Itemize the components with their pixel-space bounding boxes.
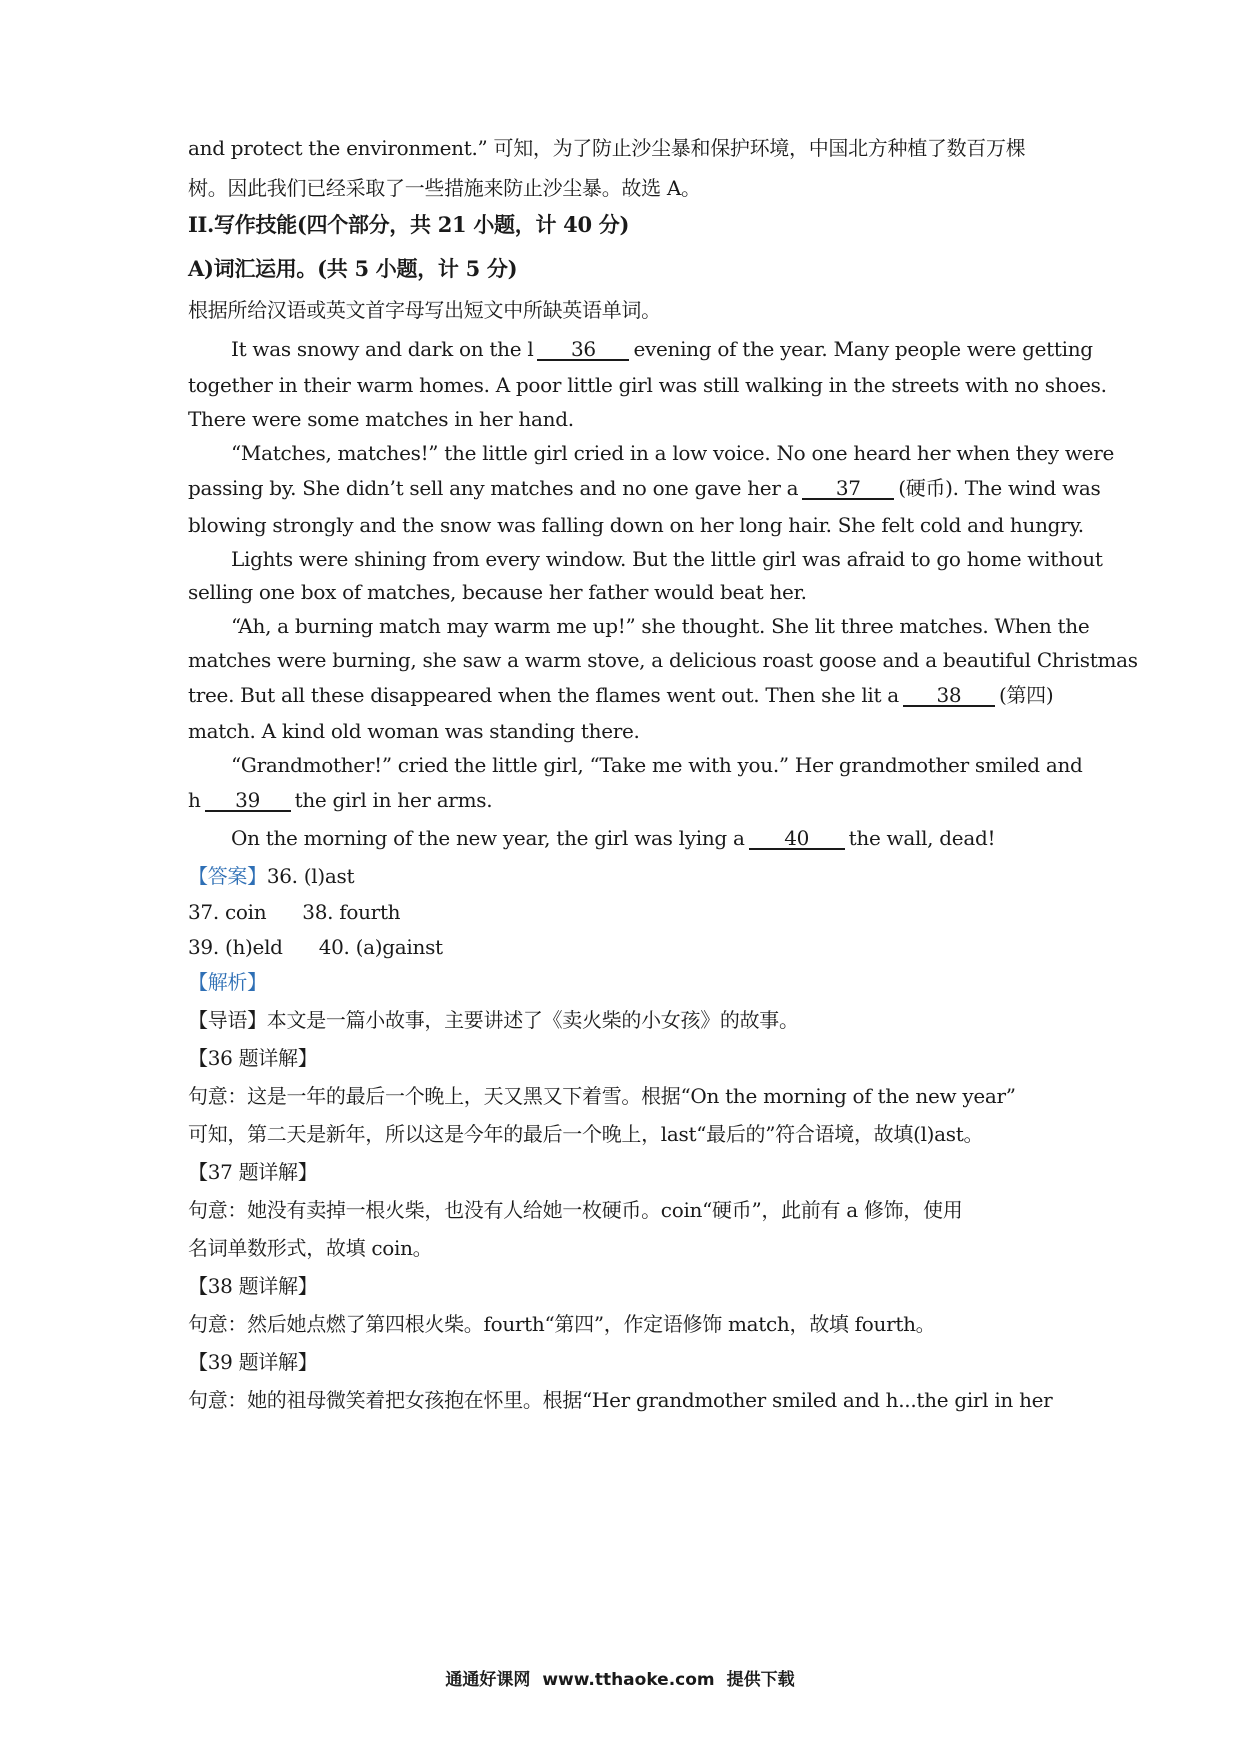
passage-line: There were some matches in her hand.: [188, 407, 574, 431]
passage-text: passing by. She didn’t sell any matches and no one gave her a: [188, 476, 799, 500]
analysis-heading: 【36 题详解】: [188, 1046, 318, 1070]
passage-text: (硬币). The wind was: [898, 476, 1101, 500]
passage-line: selling one box of matches, because her father would beat her.: [188, 580, 807, 604]
passage-text: tree. But all these disappeared when the flames went out. Then she lit a: [188, 683, 899, 707]
passage-text: On the morning of the new year, the girl was lying a: [231, 826, 745, 850]
text-line: and protect the environment.” 可知，为了防止沙尘暴和保护环境，中国北方种植了数百万棵: [188, 136, 1026, 160]
blank-36: 36: [537, 339, 629, 361]
analysis-text: 句意：她的祖母微笑着把女孩抱在怀里。根据“Her grandmother smiled and h...the girl in her: [188, 1388, 1053, 1412]
answer-40: 40. (a)gainst: [318, 935, 443, 959]
instruction: 根据所给汉语或英文首字母写出短文中所缺英语单词。: [188, 298, 661, 322]
answer-37: 37. coin: [188, 900, 267, 924]
answer-tag: 【答案】: [188, 864, 267, 888]
section-title: II.写作技能(四个部分，共 21 小题，计 40 分): [188, 212, 630, 237]
analysis-text: 可知，第二天是新年，所以这是今年的最后一个晚上，last“最后的”符合语境，故填(l)ast。: [188, 1122, 984, 1146]
passage-text: the girl in her arms.: [294, 788, 493, 812]
passage-line: [188, 683, 1053, 707]
analysis-heading: 【37 题详解】: [188, 1160, 318, 1184]
passage-line: together in their warm homes. A poor little girl was still walking in the streets with no shoes.: [188, 373, 1107, 397]
blank-40: 40: [749, 828, 845, 850]
passage-text: the wall, dead!: [848, 826, 996, 850]
passage-text: evening of the year. Many people were getting: [633, 337, 1093, 361]
section-subtitle: A)词汇运用。(共 5 小题，计 5 分): [188, 256, 518, 281]
passage-text: h: [188, 788, 201, 812]
analysis-heading: 【38 题详解】: [188, 1274, 318, 1298]
passage-line: match. A kind old woman was standing there.: [188, 719, 640, 743]
passage-text: (第四): [998, 683, 1054, 707]
passage-line: “Grandmother!” cried the little girl, “Take me with you.” Her grandmother smiled and: [231, 753, 1083, 777]
footer-note: 提供下载: [726, 1670, 795, 1690]
page-footer: [0, 1665, 1240, 1690]
passage-line: [188, 788, 492, 812]
passage-line: blowing strongly and the snow was falling down on her long hair. She felt cold and hungry.: [188, 513, 1084, 537]
passage-line: “Matches, matches!” the little girl cried in a low voice. No one heard her when they were: [231, 441, 1114, 465]
answer-39: 39. (h)eld: [188, 935, 283, 959]
analysis-text: 句意：她没有卖掉一根火柴，也没有人给她一枚硬币。coin“硬币”，此前有 a 修饰，使用: [188, 1198, 963, 1222]
text-line: 树。因此我们已经采取了一些措施来防止沙尘暴。故选 A。: [188, 176, 701, 200]
answer-line: [188, 864, 354, 888]
answer-38: 38. fourth: [302, 900, 401, 924]
analysis-text: 句意：然后她点燃了第四根火柴。fourth“第四”，作定语修饰 match，故填 fourth。: [188, 1312, 936, 1336]
analysis-tag: 【解析】: [188, 970, 267, 994]
passage-line: “Ah, a burning match may warm me up!” she thought. She lit three matches. When the: [231, 614, 1090, 638]
blank-38: 38: [903, 685, 995, 707]
analysis-heading: 【39 题详解】: [188, 1350, 318, 1374]
passage-line: [231, 826, 995, 850]
passage-line: matches were burning, she saw a warm stove, a delicious roast goose and a beautiful Christmas: [188, 648, 1138, 672]
analysis-intro: 【导语】本文是一篇小故事，主要讲述了《卖火柴的小女孩》的故事。: [188, 1008, 799, 1032]
passage-line: [188, 476, 1100, 500]
blank-37: 37: [802, 478, 894, 500]
analysis-text: 名词单数形式，故填 coin。: [188, 1236, 433, 1260]
passage-text: It was snowy and dark on the l: [231, 337, 534, 361]
answer-line: [188, 900, 400, 924]
analysis-text: 句意：这是一年的最后一个晚上，天又黑又下着雪。根据“On the morning of the new year”: [188, 1084, 1016, 1108]
passage-line: Lights were shining from every window. But the little girl was afraid to go home without: [231, 547, 1103, 571]
answer-36: 36. (l)ast: [266, 864, 355, 888]
blank-39: 39: [205, 790, 291, 812]
footer-url[interactable]: www.tthaoke.com: [542, 1670, 715, 1690]
answer-line: [188, 935, 443, 959]
passage-line: [231, 337, 1093, 361]
footer-site-name: 通通好课网: [445, 1670, 531, 1690]
